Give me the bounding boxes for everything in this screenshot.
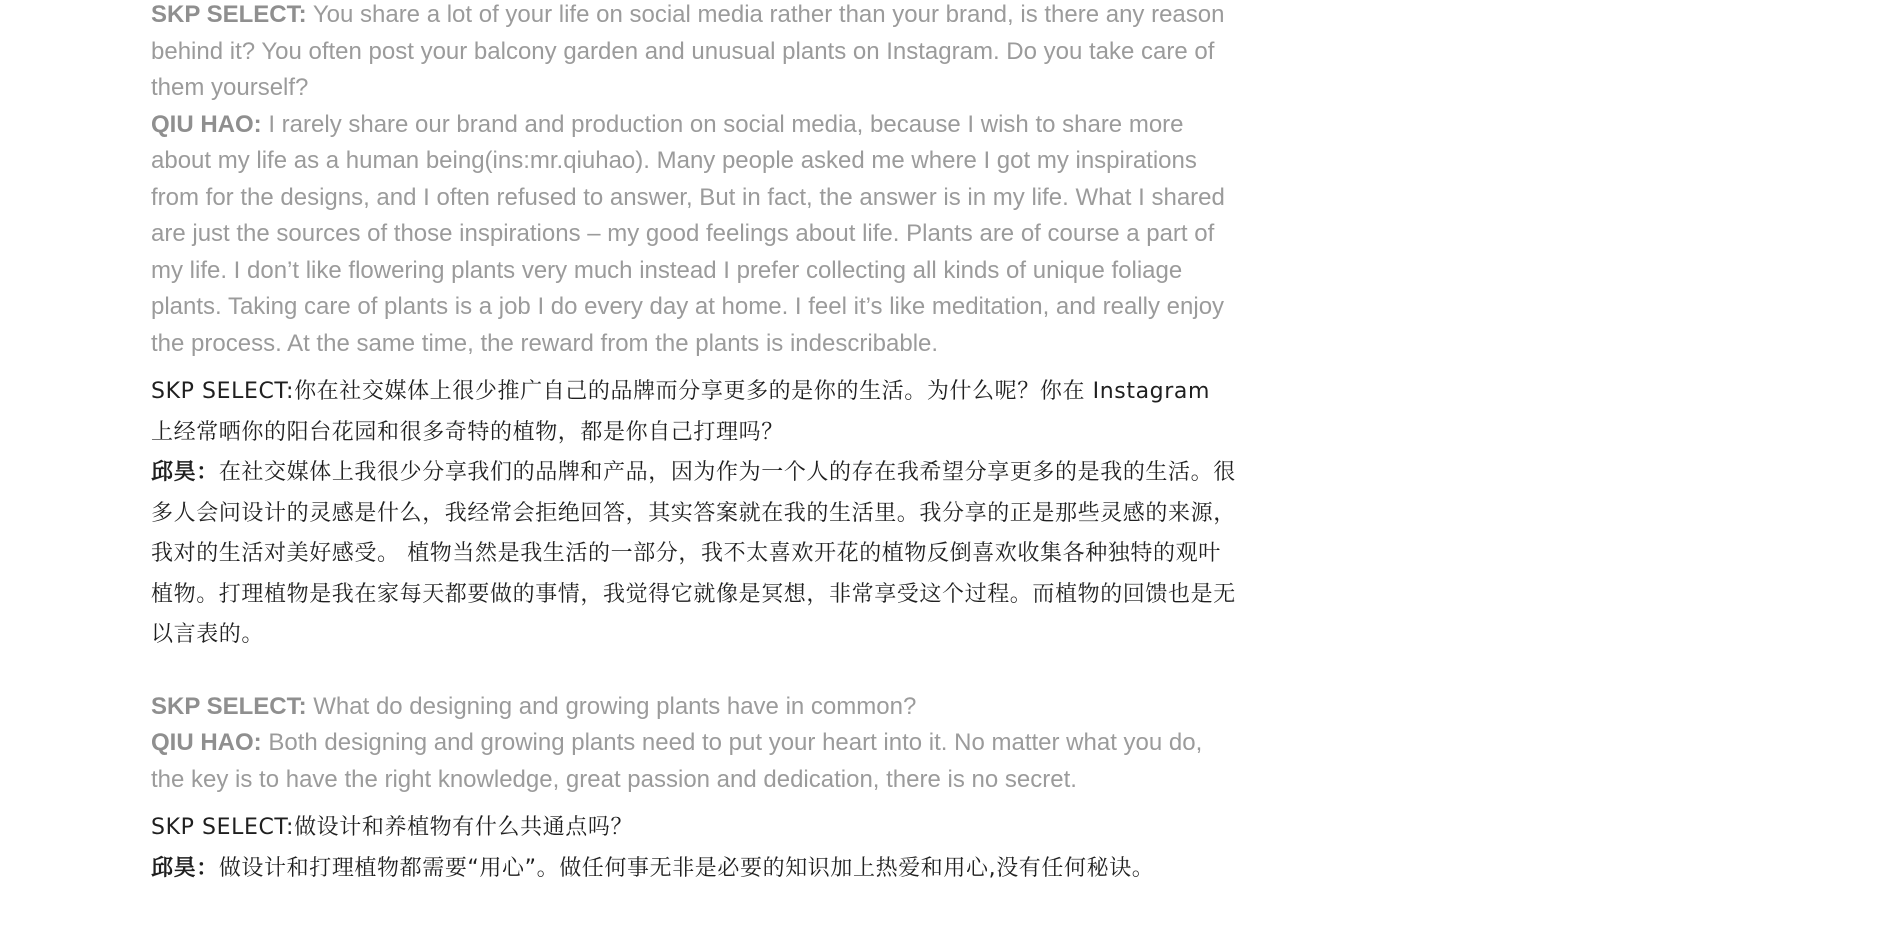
answer-paragraph-zh [151, 849, 1236, 890]
question-paragraph-zh [151, 808, 1236, 849]
english-qa-section-2 [151, 689, 1236, 799]
question-text: What do designing and growing plants have in common? [306, 692, 917, 720]
answer-text: Both designing and growing plants need to put your heart into it. No matter what you do, the key is to have the right knowledge, great passion and dedication, there is no secret. [151, 729, 1203, 793]
question-paragraph-zh [151, 372, 1236, 453]
answer-text-zh: 做设计和打理植物都需要“用心”。做任何事无非是必要的知识加上热爱和用心,没有任何秘诀。 [218, 855, 1155, 881]
answer-paragraph [151, 725, 1236, 798]
question-text: You share a lot of your life on social media rather than your brand, is there any reason behind it? You often post your balcony garden and unusual plants on Instagram. Do you take care of them yourself? [151, 1, 1225, 101]
interviewee-label: QIU HAO: [151, 729, 262, 756]
answer-paragraph-zh [151, 453, 1236, 656]
interviewee-label-zh: 邱昊： [151, 855, 219, 881]
question-text-zh: 你在社交媒体上很少推广自己的品牌而分享更多的是你的生活。为什么呢？你在 Instagram 上经常晒你的阳台花园和很多奇特的植物，都是你自己打理吗？ [151, 379, 1210, 445]
question-paragraph [151, 0, 1236, 107]
answer-text: I rarely share our brand and production on social media, because I wish to share more about my life as a human being(ins:mr.qiuhao). Many people asked me where I got my inspirations from for the designs, and I often refused to answer, But in fact, the answer is in my life. What I shared are just the sources of those inspirations – my good feelings about life. Plants are of course a part of my life. I don’t like flowering plants very much instead I prefer collecting all kinds of unique foliage plants. Taking care of plants is a job I do every day at home. I feel it’s like meditation, and really enjoy the process. At the same time, the reward from the plants is indescribable. [151, 110, 1225, 357]
chinese-qa-section-1 [151, 372, 1236, 656]
answer-paragraph [151, 107, 1236, 363]
english-qa-section-1 [151, 0, 1236, 362]
answer-text-zh: 在社交媒体上我很少分享我们的品牌和产品，因为作为一个人的存在我希望分享更多的是我的生活。很多人会问设计的灵感是什么，我经常会拒绝回答，其实答案就在我的生活里。我分享的正是那些灵感的来源，我对的生活对美好感受。 植物当然是我生活的一部分，我不太喜欢开花的植物反倒喜欢收集各种独特的观叶植物。打理植物是我在家每天都要做的事情，我觉得它就像是冥想，非常享受这个过程。而植物的回馈也是无以言表的。 [151, 460, 1236, 647]
interview-article [151, 0, 1236, 889]
question-text-zh: 做设计和养植物有什么共通点吗？ [294, 815, 634, 840]
interviewee-label-zh: 邱昊： [151, 460, 219, 485]
question-paragraph [151, 689, 1236, 726]
interviewer-label: SKP SELECT: [151, 692, 307, 720]
interviewee-label: QIU HAO: [151, 110, 262, 138]
interviewer-label-zh: SKP SELECT: [151, 815, 295, 840]
chinese-qa-section-2 [151, 808, 1236, 889]
interviewer-label-zh: SKP SELECT: [151, 379, 295, 404]
interviewer-label: SKP SELECT: [151, 1, 307, 28]
